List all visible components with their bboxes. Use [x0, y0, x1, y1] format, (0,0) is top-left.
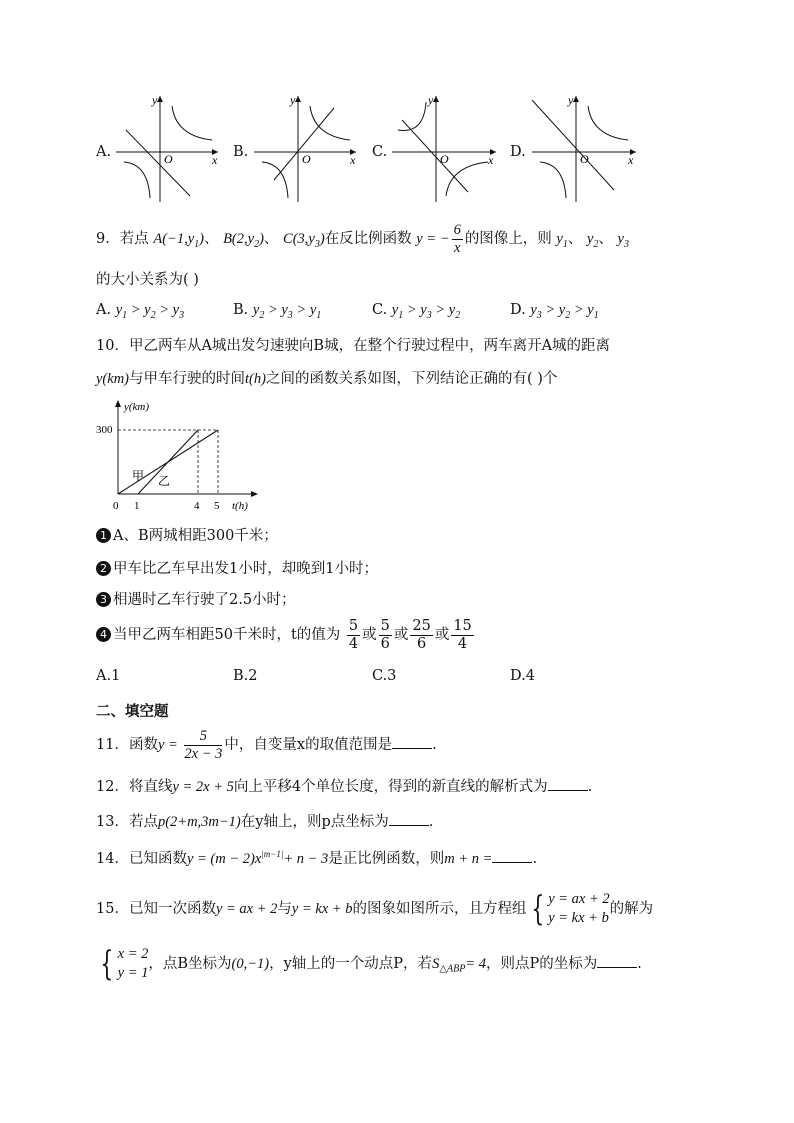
q9-number: 9．若点 [96, 231, 149, 248]
q10-option-c[interactable]: C.3 [372, 668, 397, 684]
graph-b-y: y [290, 93, 296, 107]
circled-number-2: 2 [96, 561, 111, 576]
q10-statement-3: 3 相遇时乙车行驶了2.5小时； [96, 588, 296, 609]
chart-label-yi: 乙 [158, 474, 171, 488]
q9-tail: 的图像上，则 [464, 231, 552, 248]
graph-a-o: O [164, 152, 173, 166]
q9-option-d[interactable]: D. $y_3 > y_2 > y_1$ [510, 302, 599, 321]
circled-number-4: 4 [96, 627, 111, 642]
graph-d-o: O [580, 152, 589, 166]
q9-fraction: $\frac{6}{x}$ [453, 222, 461, 256]
q9-option-a[interactable]: A. $y_1 > y_2 > y_3$ [96, 302, 185, 321]
q10-option-a[interactable]: A.1 [96, 668, 121, 684]
chart-y-label: y(km) [124, 401, 150, 413]
q9-fn-lhs: y = − [416, 231, 450, 248]
graph-b-o: O [302, 152, 311, 166]
graph-d-label: D. [510, 144, 526, 160]
graph-c-x: x [488, 153, 494, 167]
circled-number-1: 1 [96, 528, 111, 543]
graph-a-label: A. [96, 144, 112, 160]
q10-distance-chart [96, 396, 266, 514]
q10-statement-2: 2 甲车比乙车早出发1小时，却晚到1小时； [96, 557, 378, 578]
q9-point-b: B(2,y [223, 231, 255, 248]
section-heading-fill-blank: 二、填空题 [96, 704, 169, 720]
chart-x-label: t(h) [232, 500, 248, 512]
q9-point-c: C(3,y [283, 231, 315, 248]
q13-answer-blank[interactable] [389, 815, 429, 826]
q10-option-b[interactable]: B.2 [233, 668, 258, 684]
graph-c-y: y [428, 93, 434, 107]
q14-answer-blank[interactable] [492, 852, 532, 863]
chart-x-tick-4: 4 [194, 500, 200, 512]
q9-option-b[interactable]: B. $y_2 > y_3 > y_1$ [233, 302, 322, 321]
question-14: 14．已知函数$y = (m - 2)x^{|m-1|}+ n - 3$是正比例函数，则m + n = . [96, 849, 538, 867]
question-13: 13．若点p(2+m,3m−1)在y轴上，则p点坐标为 . [96, 814, 434, 830]
q10-option-d[interactable]: D.4 [510, 668, 535, 684]
graph-b [250, 92, 360, 204]
chart-x-tick-5: 5 [214, 500, 220, 512]
q9-option-c[interactable]: C. $y_1 > y_3 > y_2$ [372, 302, 461, 321]
graph-d-x: x [628, 153, 634, 167]
q9-point-a: A(−1,y [153, 231, 195, 248]
q9-mid: 在反比例函数 [324, 231, 412, 248]
graph-a-x: x [212, 153, 218, 167]
graph-b-x: x [350, 153, 356, 167]
question-10-line2: y(km)与甲车行驶的时间t(h)之间的函数关系如图，下列结论正确的有( )个 [96, 371, 558, 387]
chart-label-jia: 甲 [132, 469, 145, 483]
graph-d [528, 92, 640, 204]
question-11: 11．函数y = $\frac{5}{2x - 3}$ 中，自变量x的取值范围是 . [96, 728, 437, 762]
q10-statement-4: 4 当甲乙两车相距50千米时，t的值为 $\frac{5}{4}$ 或 $\frac{5}{6}$ 或 $\frac{25}{6}$ 或 $\frac{15}{4}$ [96, 618, 476, 652]
q15-solution-system: x = 2 y = 1 [117, 946, 149, 981]
q15-equation-system: y = ax + 2 y = kx + b [548, 891, 610, 926]
graph-a [112, 92, 222, 204]
graph-d-y: y [568, 93, 574, 107]
graph-b-label: B. [233, 144, 249, 160]
q11-answer-blank[interactable] [392, 738, 432, 749]
q12-answer-blank[interactable] [548, 780, 588, 791]
question-15-line2: { x = 2 y = 1，点B坐标为(0,−1)，y轴上的一个动点P，若$S_{\triangle ABP}= 4$，则点P的坐标为 . [100, 943, 642, 984]
question-12: 12．将直线y = 2x + 5向上平移4个单位长度，得到的新直线的解析式为 . [96, 779, 593, 795]
chart-x-tick-0: 0 [113, 500, 119, 512]
question-9-line1: 9．若点 $A(-1,y_1)$、 $B(2,y_2)$、 $C(3,y_3)$在反比例函数 y = − $\frac{6}{x}$ 的图像上，则 $y_1$、 $y_2$、 $y_3$ [96, 222, 629, 256]
question-15-line1: 15．已知一次函数y = ax + 2与y = kx + b的图象如图所示，且方程组 { y = ax + 2 y = kx + b的解为 [96, 888, 654, 929]
question-9-line2: 的大小关系为( ) [96, 272, 199, 288]
circled-number-3: 3 [96, 592, 111, 607]
graph-a-y: y [152, 93, 158, 107]
q10-statement-1: 1 A、B两城相距300千米； [96, 524, 278, 545]
q15-answer-blank[interactable] [597, 957, 637, 968]
graph-c-o: O [440, 152, 449, 166]
chart-y-tick: 300 [96, 424, 113, 436]
chart-x-tick-1: 1 [134, 500, 140, 512]
graph-c-label: C. [372, 144, 388, 160]
graph-c [388, 92, 500, 204]
question-10-line1: 10．甲乙两车从A城出发匀速驶向B城，在整个行驶过程中，两车离开A城的距离 [96, 338, 611, 354]
